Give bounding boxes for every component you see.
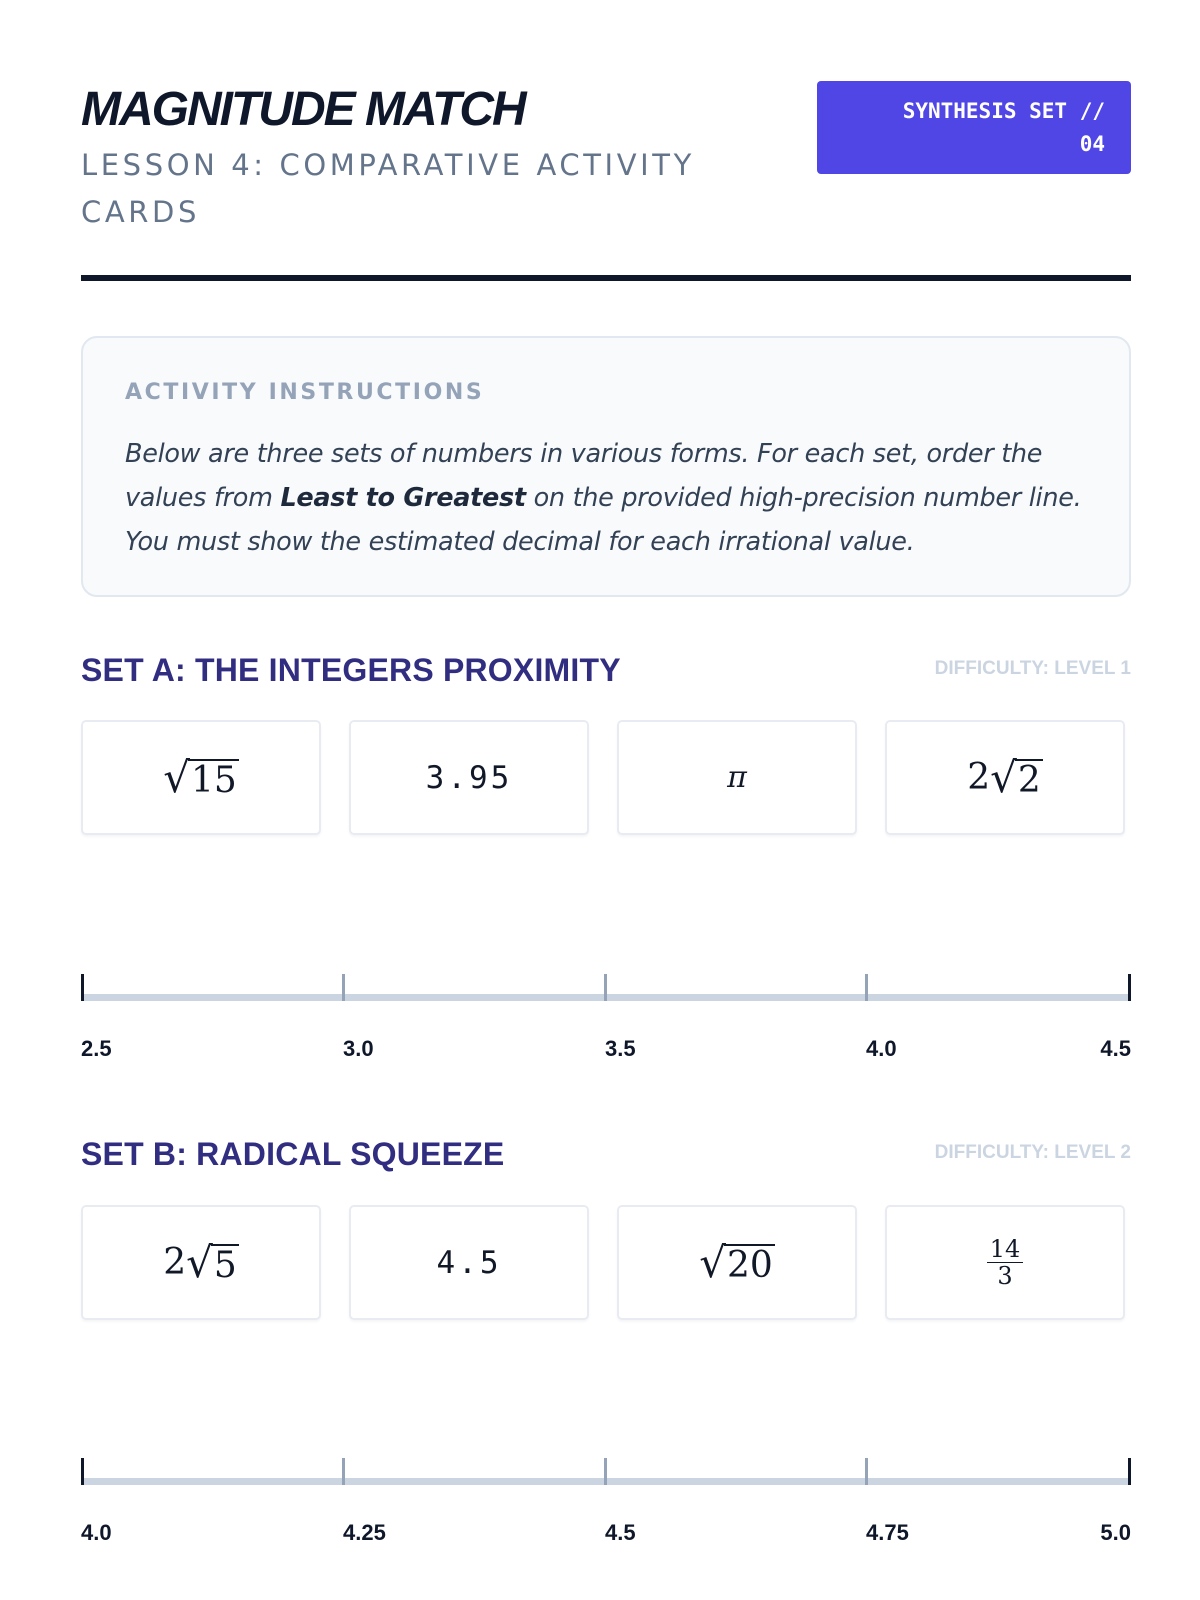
tick-label: 4.25 [343, 1520, 386, 1545]
sqrt-symbol-icon: √ [163, 752, 190, 802]
set-b-card-3[interactable] [617, 1205, 857, 1320]
badge-line-2: 04 [1079, 132, 1105, 156]
set-a-difficulty: DIFFICULTY: LEVEL 1 [934, 658, 1131, 679]
tick-label: 4.5 [605, 1520, 636, 1545]
tick-label: 5.0 [1100, 1520, 1131, 1545]
sqrt-expression: √ 2 [990, 752, 1041, 802]
instructions-text-after: on the provided high-precision number line. You must show the estimated decimal for each irrational value. [125, 483, 1082, 557]
fraction-numerator: 14 [987, 1236, 1024, 1263]
tick-label: 3.5 [605, 1036, 636, 1061]
number-line-tick [81, 974, 84, 1001]
sqrt-symbol-icon: √ [186, 1237, 213, 1287]
number-line-tick [81, 1458, 84, 1485]
tick-label: 4.75 [866, 1520, 909, 1545]
math-value: 2 √ 2 [967, 752, 1041, 802]
tick-label: 4.5 [1100, 1036, 1131, 1061]
fraction-denominator: 3 [997, 1262, 1013, 1290]
math-value [163, 752, 239, 802]
number-line-tick [604, 974, 607, 1001]
page-title: MAGNITUDE MATCH [81, 83, 525, 136]
set-a-card-2[interactable] [349, 720, 589, 835]
sqrt-expression: √ 5 [186, 1237, 237, 1287]
set-b-card-1[interactable] [81, 1205, 321, 1320]
synthesis-set-badge [817, 81, 1131, 174]
number-line-tick [865, 974, 868, 1001]
set-b-difficulty: DIFFICULTY: LEVEL 2 [934, 1142, 1131, 1163]
set-a-card-1[interactable] [81, 720, 321, 835]
instructions-text [125, 432, 1087, 564]
math-value: 2 √ 5 [163, 1237, 237, 1287]
fraction-value [987, 1236, 1024, 1289]
set-b-card-4[interactable] [885, 1205, 1125, 1320]
number-line-tick [342, 1458, 345, 1485]
set-b-card-2[interactable] [349, 1205, 589, 1320]
tick-label: 3.0 [343, 1036, 374, 1061]
sqrt-symbol-icon: √ [990, 752, 1017, 802]
number-line-tick [342, 974, 345, 1001]
instructions-heading: ACTIVITY INSTRUCTIONS [125, 380, 485, 405]
instructions-panel [81, 336, 1131, 597]
instructions-emphasis: Least to Greatest [280, 483, 526, 513]
page-subtitle: LESSON 4: COMPARATIVE ACTIVITY CARDS [81, 148, 695, 229]
tick-label: 4.0 [81, 1520, 112, 1545]
pi-value: π [727, 760, 747, 795]
set-a-card-4[interactable] [885, 720, 1125, 835]
set-b-title: SET B: RADICAL SQUEEZE [81, 1136, 505, 1172]
sqrt-expression: √ 20 [699, 1237, 773, 1287]
set-a-number-line[interactable] [81, 974, 1131, 1074]
tick-label: 2.5 [81, 1036, 112, 1061]
decimal-value: 4.5 [436, 1244, 502, 1281]
set-a-title: SET A: THE INTEGERS PROXIMITY [81, 652, 621, 688]
sqrt-symbol-icon: √ [699, 1237, 726, 1287]
number-line-tick [1128, 1458, 1131, 1485]
header-divider [81, 275, 1131, 281]
badge-line-1: SYNTHESIS SET // [902, 99, 1105, 123]
set-b-number-line[interactable] [81, 1458, 1131, 1558]
math-value [699, 1237, 775, 1287]
number-line-tick [1128, 974, 1131, 1001]
decimal-value: 3.95 [425, 759, 513, 796]
number-line-tick [865, 1458, 868, 1485]
sqrt-expression: √ 15 [163, 752, 237, 802]
tick-label: 4.0 [866, 1036, 897, 1061]
number-line-tick [604, 1458, 607, 1485]
set-a-card-3[interactable] [617, 720, 857, 835]
instructions-text-before: Below are three sets of numbers in various forms. For each set, order the values from [125, 439, 1043, 513]
header [81, 80, 1131, 280]
